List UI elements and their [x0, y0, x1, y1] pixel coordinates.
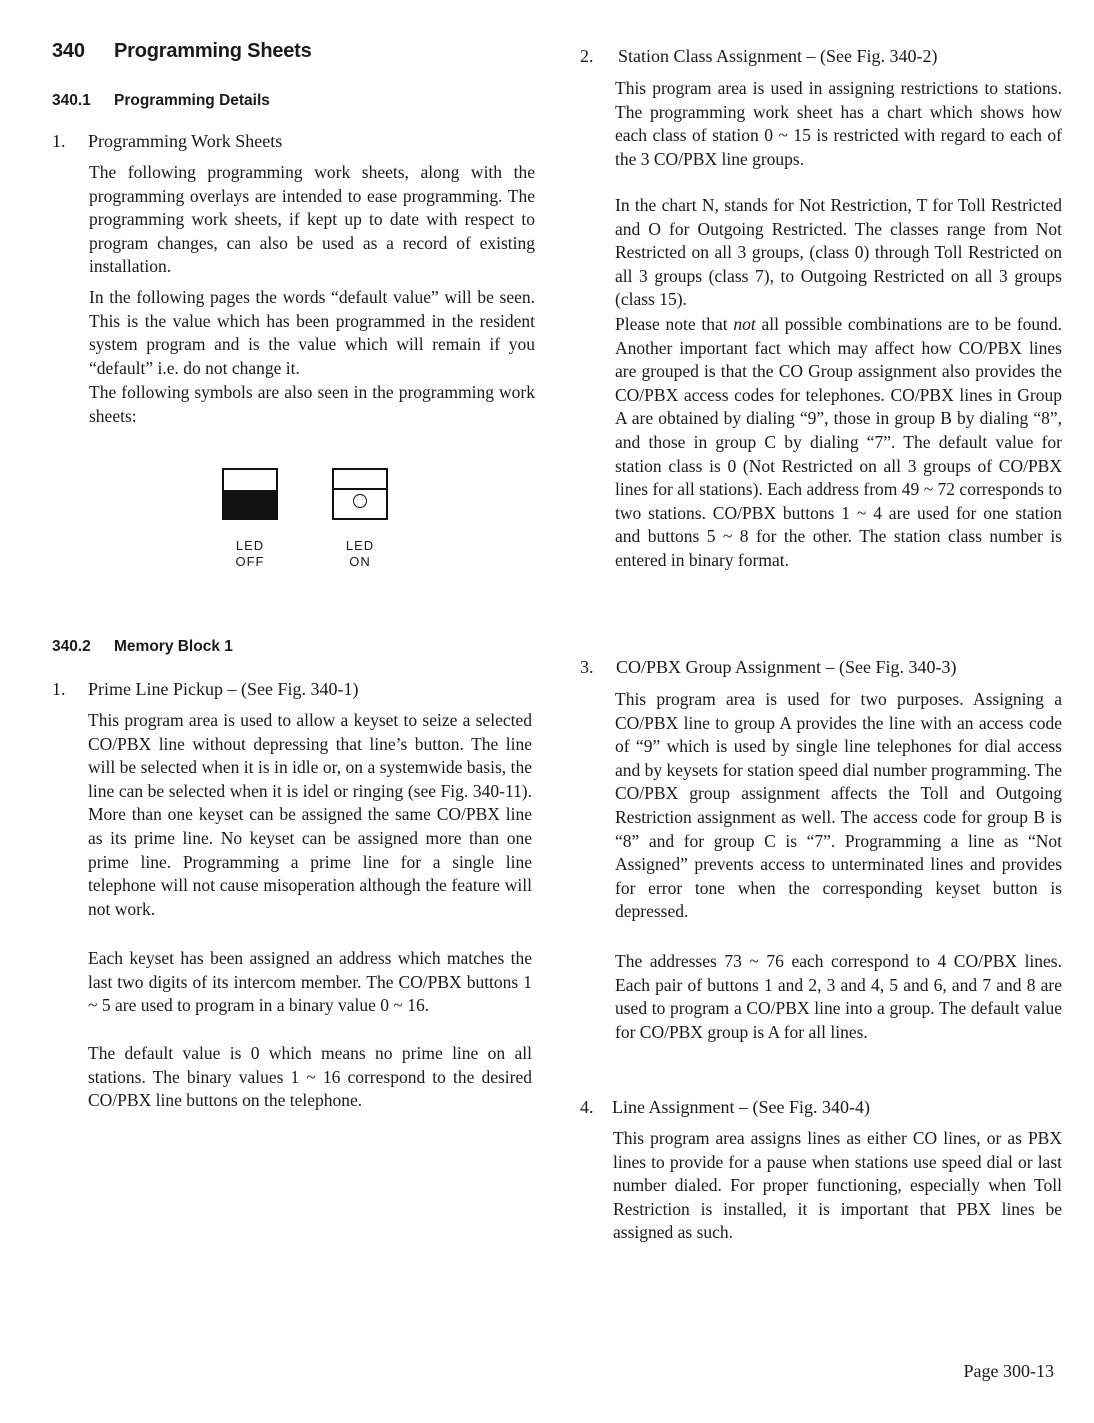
led-fill	[224, 490, 276, 518]
paragraph: This program area is used for two purposes. Assigning a CO/PBX line to group A provides the line with an access code of “9” which is used by single line telephones for dial access and by keysets for station speed dial number programming. The CO/PBX group assignment affects the Toll and Outgoing Restriction assignment as well. The access code for group B is “8” and for group C is “7”. Programming a line as “Not Assigned” prevents access to unterminated lines and provides for error tone when the corresponding keyset button is depressed.	[615, 689, 1062, 922]
led-on-icon	[332, 468, 388, 520]
led-on-label	[332, 538, 388, 570]
subsection-number: 340.1	[52, 92, 91, 109]
label-line: LED	[345, 538, 375, 553]
paragraph: The default value is 0 which means no prime line on all stations. The binary values 1 ~ 16 correspond to the desired CO/PBX line buttons on the telephone.	[88, 1043, 532, 1111]
paragraph: The addresses 73 ~ 76 each correspond to 4 CO/PBX lines. Each pair of buttons 1 and 2, 3 and 4, 5 and 6, and 7 and 8 are used to program a CO/PBX line into a group. The default value for CO/PBX group is A for all lines.	[615, 951, 1062, 1042]
paragraph: In the chart N, stands for Not Restriction, T for Toll Restricted and O for Outgoing Restricted. The classes range from Not Restricted on all 3 groups, (class 0) through Toll Restricted on all 3 groups (class 7), to Outgoing Restricted on all 3 groups (class 15).	[615, 195, 1062, 310]
led-symbols	[222, 468, 442, 578]
label-line: ON	[349, 554, 371, 569]
subsection-title: Programming Details	[114, 92, 270, 109]
item-number: 4.	[580, 1097, 594, 1117]
item-title: Line Assignment – (See Fig. 340-4)	[612, 1097, 870, 1117]
emphasis: not	[733, 314, 756, 334]
section-number: 340	[52, 40, 85, 62]
item-number: 1.	[52, 131, 66, 151]
led-window	[334, 488, 386, 518]
paragraph: In the following pages the words “default value” will be seen. This is the value which has been programmed in the resident system program and is the value which will remain if you “default” i.e. do not change it.	[89, 287, 535, 378]
item-title: Programming Work Sheets	[88, 131, 283, 151]
paragraph	[615, 313, 1062, 573]
led-circle-icon	[353, 494, 367, 508]
paragraph: Each keyset has been assigned an address which matches the last two digits of its intercom member. The CO/PBX buttons 1 ~ 5 are used to program in a binary value 0 ~ 16.	[88, 948, 532, 1016]
text-run: Please note that	[615, 314, 734, 334]
item-title: Prime Line Pickup – (See Fig. 340-1)	[88, 679, 359, 699]
paragraph: The following symbols are also seen in the programming work sheets:	[89, 382, 535, 426]
page-number: Page 300-13	[963, 1361, 1054, 1381]
subsection-heading-memory-block	[52, 638, 233, 656]
paragraph: This program area is used to allow a keyset to seize a selected CO/PBX line without depressing that line’s button. The line will be selected when it is in idle or, on a systemwide basis, the line can be selected when it is idel or ringing (see Fig. 340-11). More than one keyset can be assigned the same CO/PBX line as its prime line. No keyset can be assigned more than one prime line. Programming a prime line for a single line telephone will not cause misoperation although the feature will not work.	[88, 710, 532, 919]
section-title: Programming Sheets	[114, 40, 312, 62]
subsection-number: 340.2	[52, 638, 91, 655]
led-off-icon	[222, 468, 278, 520]
item-title: Station Class Assignment – (See Fig. 340-2)	[618, 46, 938, 66]
led-off-label	[222, 538, 278, 570]
item-number: 2.	[580, 46, 594, 66]
item-title: CO/PBX Group Assignment – (See Fig. 340-3)	[616, 657, 957, 677]
item-number: 3.	[580, 657, 594, 677]
subsection-heading-details	[52, 92, 270, 110]
text-run: all possible combinations are to be found. Another important fact which may affect how CO/PBX lines are grouped is that the CO Group assignment also provides the CO/PBX access codes for telephones. CO/PBX lines in Group A are obtained by dialing “9”, those in group B by dialing “8”, and those in group C by dialing “7”. The default value for station class is 0 (Not Restricted on all 3 groups of CO/PBX lines for all stations). Each address from 49 ~ 72 corresponds to two stations. CO/PBX buttons 1 ~ 4 are used for one station and buttons 5 ~ 8 for the other. The station class number is entered in binary format.	[615, 314, 1062, 570]
paragraph: The following programming work sheets, along with the programming overlays are intended to ease programming. The programming work sheets, if kept up to date with respect to program changes, can also be used as a record of existing installation.	[89, 162, 535, 277]
label-line: LED	[235, 538, 265, 553]
subsection-title: Memory Block 1	[114, 638, 233, 655]
item-number: 1.	[52, 679, 66, 699]
paragraph: This program area is used in assigning restrictions to stations. The programming work sheet has a chart which shows how each class of station 0 ~ 15 is restricted with regard to each of the 3 CO/PBX line groups.	[615, 78, 1062, 169]
label-line: OFF	[235, 554, 265, 569]
paragraph: This program area assigns lines as either CO lines, or as PBX lines to provide for a pause when stations use speed dial or last number dialed. For proper functioning, especially when Toll Restriction is installed, it is important that PBX lines be assigned as such.	[613, 1128, 1062, 1243]
section-heading	[52, 40, 312, 63]
